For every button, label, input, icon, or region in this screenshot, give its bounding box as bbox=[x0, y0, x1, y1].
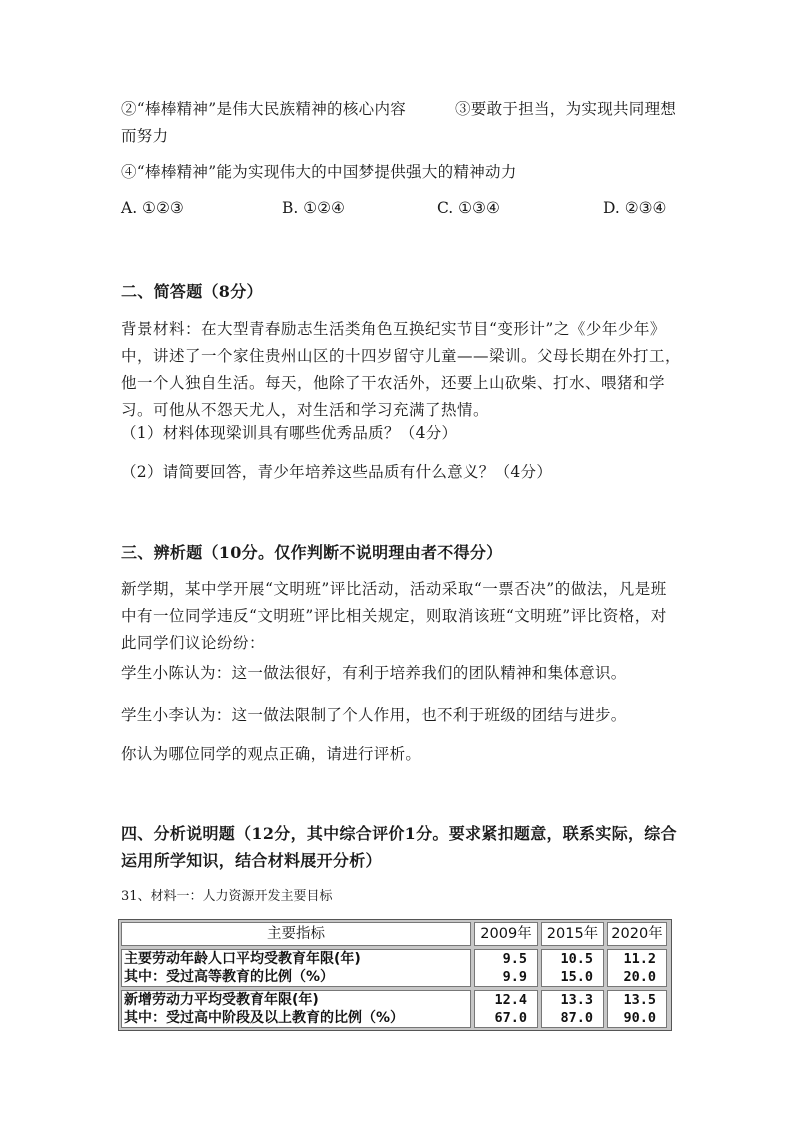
section-2-heading: 二、简答题（8分） bbox=[121, 282, 263, 301]
choice-c: C. ①③④ bbox=[437, 199, 500, 217]
section-2-material: 背景材料：在大型青春励志生活类角色互换纪实节目“变形计”之《少年少年》中，讲述了一个家住贵州山区的十四岁留守儿童——梁训。父母长期在外打工，他一个人独自生活。每天，他除了干农活外，还要上山砍柴、打水、喂猪和学习。可他从不怨天尤人，对生活和学习充满了热情。 bbox=[121, 320, 682, 419]
choice-b: B. ①②④ bbox=[282, 199, 345, 217]
table-header-2020: 2020年 bbox=[607, 922, 667, 946]
section-3-material: 新学期，某中学开展“文明班”评比活动，活动采取“一票否决”的做法，凡是班中有一位同学违反“文明班”评比相关规定，则取消该班“文明班”评比资格，对此同学们议论纷纷： bbox=[121, 580, 667, 652]
table-value: 13.3 bbox=[560, 992, 593, 1008]
table-value: 10.5 bbox=[560, 951, 593, 967]
section-3-view-1: 学生小陈认为：这一做法很好，有利于培养我们的团队精神和集体意识。 bbox=[121, 664, 627, 682]
table-cell-label: 主要劳动年龄人口平均受教育年限(年) bbox=[124, 951, 361, 967]
table-cell-2020 bbox=[607, 949, 667, 987]
table-cell-2020 bbox=[607, 990, 667, 1028]
table-cell-label: 其中：受过高等教育的比例（%） bbox=[124, 969, 335, 985]
table-value: 11.2 bbox=[623, 951, 656, 967]
option-item-3-cont: 而努力 bbox=[121, 127, 169, 145]
option-item-4: ④“棒棒精神”能为实现伟大的中国梦提供强大的精神动力 bbox=[121, 163, 517, 181]
table-cell-label: 新增劳动力平均受教育年限(年) bbox=[124, 992, 319, 1008]
option-item-2: ②“棒棒精神”是伟大民族精神的核心内容 bbox=[121, 100, 407, 118]
table-value: 15.0 bbox=[560, 969, 593, 985]
section-2-question-2: （2）请简要回答，青少年培养这些品质有什么意义？（4分） bbox=[121, 463, 553, 481]
table-header-indicator: 主要指标 bbox=[121, 922, 471, 946]
table-value: 9.5 bbox=[502, 951, 527, 967]
table-value: 12.4 bbox=[494, 992, 527, 1008]
table-value: 67.0 bbox=[494, 1010, 527, 1026]
section-4-heading: 四、分析说明题（12分，其中综合评价1分。要求紧扣题意，联系实际，综合运用所学知识，结合材料展开分析） bbox=[121, 824, 677, 870]
table-cell-label: 其中：受过高中阶段及以上教育的比例（%） bbox=[124, 1010, 405, 1026]
section-3-view-2: 学生小李认为：这一做法限制了个人作用，也不利于班级的团结与进步。 bbox=[121, 706, 627, 724]
table-caption: 31、材料一：人力资源开发主要目标 bbox=[121, 889, 333, 904]
table-row-group-1-labels bbox=[121, 949, 471, 987]
table-header-2009: 2009年 bbox=[474, 922, 538, 946]
section-3-question: 你认为哪位同学的观点正确，请进行评析。 bbox=[121, 745, 422, 763]
table-header-2015: 2015年 bbox=[541, 922, 604, 946]
choice-d: D. ②③④ bbox=[603, 199, 667, 217]
table-row-group-2-labels bbox=[121, 990, 471, 1028]
choice-a: A. ①②③ bbox=[121, 199, 184, 217]
table-cell-2009 bbox=[474, 990, 538, 1028]
table-cell-2015 bbox=[541, 949, 604, 987]
option-item-3: ③要敢于担当，为实现共同理想 bbox=[455, 100, 677, 118]
table-value: 87.0 bbox=[560, 1010, 593, 1026]
table-value: 20.0 bbox=[623, 969, 656, 985]
section-3-heading: 三、辨析题（10分。仅作判断不说明理由者不得分） bbox=[121, 543, 503, 562]
section-2-question-1: （1）材料体现梁训具有哪些优秀品质？（4分） bbox=[121, 424, 458, 442]
table-value: 90.0 bbox=[623, 1010, 656, 1026]
table-value: 9.9 bbox=[502, 969, 527, 985]
table-value: 13.5 bbox=[623, 992, 656, 1008]
table-cell-2009 bbox=[474, 949, 538, 987]
table-cell-2015 bbox=[541, 990, 604, 1028]
data-table bbox=[118, 919, 672, 1031]
